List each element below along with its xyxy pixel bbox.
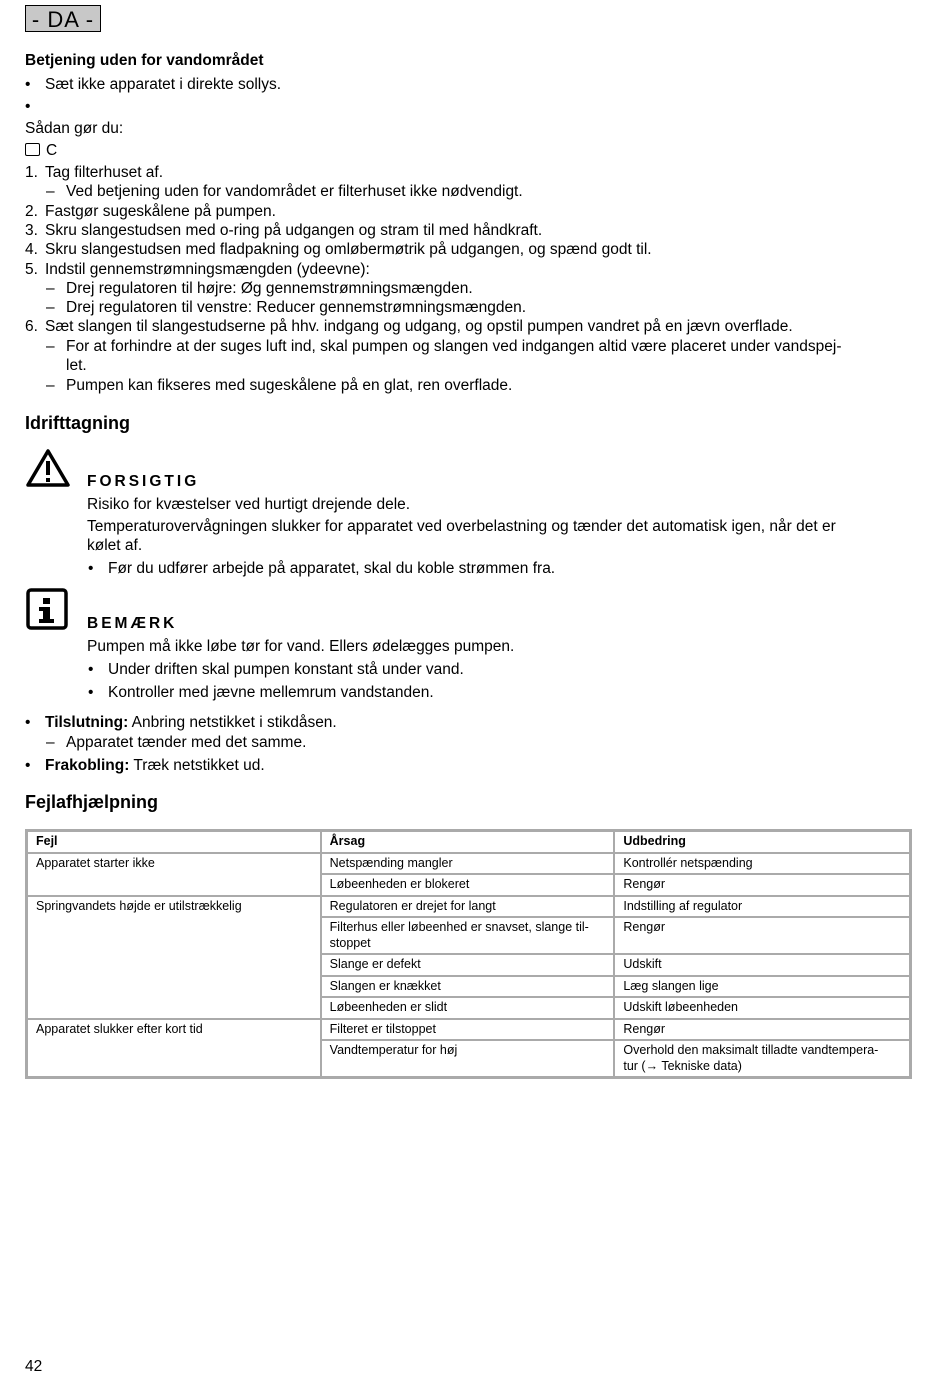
language-tag: - DA - [25, 5, 101, 32]
table-cell-cause: Løbeenheden er blokeret [321, 874, 615, 896]
step-4: 4. Skru slangestudsen med fladpakning og omløbermøtrik på udgangen, og spænd godt til. [25, 241, 652, 258]
figure-icon [25, 143, 40, 156]
table-row [27, 917, 910, 954]
table-header-cell: Udbedring [614, 831, 910, 853]
table-cell-fault: Springvandets højde er utilstrækkelig [27, 896, 321, 918]
step-6: 6. Sæt slangen til slangestudserne på hhv. indgang og udgang, og opstil pumpen vandret på en jævn overflade. [25, 318, 793, 335]
step-3: 3. Skru slangestudsen med o-ring på udgangen og stram til med håndkraft. [25, 222, 543, 239]
table-header-row [27, 831, 910, 853]
table-row [27, 976, 910, 998]
caution-line-2: Temperaturovervågningen slukker for apparatet ved overbelastning og tænder det automatisk igen, når det er [87, 518, 836, 535]
step-5-note-2: – Drej regulatoren til venstre: Reducer gennemstrømningsmængden. [46, 299, 527, 316]
caution-title: FORSIGTIG [87, 473, 200, 490]
table-header-cell: Fejl [27, 831, 321, 853]
table-cell-fault [27, 997, 321, 1019]
note-title: BEMÆRK [87, 615, 178, 632]
table-row [27, 1040, 910, 1077]
table-row [27, 853, 910, 875]
table-cell-remedy: Kontrollér netspænding [614, 853, 910, 875]
table-cell-remedy: Udskift [614, 954, 910, 976]
table-cell-fault [27, 874, 321, 896]
table-cell-fault: Apparatet slukker efter kort tid [27, 1019, 321, 1041]
table-cell-fault [27, 917, 321, 954]
figure-reference: C [25, 141, 57, 161]
table-cell-remedy: Rengør [614, 874, 910, 896]
table-cell-fault [27, 1040, 321, 1077]
troubleshooting-table [25, 829, 912, 1079]
table-cell-cause: Regulatoren er drejet for langt [321, 896, 615, 918]
table-cell-fault: Apparatet starter ikke [27, 853, 321, 875]
step-6-note-1: – For at forhindre at der suges luft ind, skal pumpen og slangen ved indgangen altid være placeret under vandspej- [46, 338, 842, 355]
note-line-1: Pumpen må ikke løbe tør for vand. Ellers ødelægges pumpen. [87, 638, 515, 655]
table-row [27, 1019, 910, 1041]
table-cell-cause: Netspænding mangler [321, 853, 615, 875]
table-row [27, 997, 910, 1019]
table-row [27, 896, 910, 918]
table-cell-remedy: Udskift løbeenheden [614, 997, 910, 1019]
table-cell-cause: Filterhus eller løbeenhed er snavset, slange til- stoppet [321, 917, 615, 954]
table-row [27, 954, 910, 976]
table-cell-cause: Vandtemperatur for høj [321, 1040, 615, 1077]
warning-triangle-icon [26, 448, 70, 488]
section-title-startup: Idrifttagning [25, 413, 130, 433]
intro-text: Sådan gør du: [25, 120, 124, 137]
step-1-note: – Ved betjening uden for vandområdet er filterhuset ikke nødvendigt. [46, 183, 523, 200]
step-2: 2. Fastgør sugeskålene på pumpen. [25, 203, 276, 220]
connect-note: – Apparatet tænder med det samme. [46, 734, 307, 751]
table-cell-remedy: Overhold den maksimalt tilladte vandtempera- tur (→ Tekniske data) [614, 1040, 910, 1077]
step-1: 1. Tag filterhuset af. [25, 164, 164, 181]
bullet-sunlight: • Sæt ikke apparatet i direkte sollys. [45, 75, 281, 95]
note-bullet-1: • Under driften skal pumpen konstant stå under vand. [108, 660, 464, 680]
table-cell-fault [27, 954, 321, 976]
table-row [27, 874, 910, 896]
table-cell-remedy: Læg slangen lige [614, 976, 910, 998]
step-5: 5. Indstil gennemstrømningsmængden (ydeevne): [25, 261, 370, 278]
note-bullet-2: • Kontroller med jævne mellemrum vandstanden. [108, 683, 434, 703]
table-cell-cause: Slange er defekt [321, 954, 615, 976]
table-cell-remedy: Indstilling af regulator [614, 896, 910, 918]
step-6-note-2: – Pumpen kan fikseres med sugeskålene på en glat, ren overflade. [46, 377, 513, 394]
table-cell-remedy: Rengør [614, 1019, 910, 1041]
table-cell-remedy: Rengør [614, 917, 910, 954]
disconnect-instruction: • Frakobling: Træk netstikket ud. [45, 756, 265, 776]
step-5-note-1: – Drej regulatoren til højre: Øg gennemstrømningsmængden. [46, 280, 473, 297]
table-cell-fault [27, 976, 321, 998]
table-cell-cause: Filteret er tilstoppet [321, 1019, 615, 1041]
page-number: 42 [25, 1358, 43, 1375]
table-header-cell: Årsag [321, 831, 615, 853]
caution-line-1: Risiko for kvæstelser ved hurtigt drejende dele. [87, 496, 411, 513]
section-title-operation: Betjening uden for vandområdet [25, 52, 264, 69]
info-icon [26, 588, 68, 630]
table-cell-cause: Slangen er knækket [321, 976, 615, 998]
caution-bullet: • Før du udfører arbejde på apparatet, skal du koble strømmen fra. [108, 559, 555, 579]
connect-instruction: • Tilslutning: Anbring netstikket i stikdåsen. [45, 713, 337, 733]
table-cell-cause: Løbeenheden er slidt [321, 997, 615, 1019]
step-6-note-1-cont: let. [66, 357, 87, 374]
section-title-troubleshooting: Fejlafhjælpning [25, 792, 158, 812]
caution-line-2-cont: kølet af. [87, 537, 143, 554]
